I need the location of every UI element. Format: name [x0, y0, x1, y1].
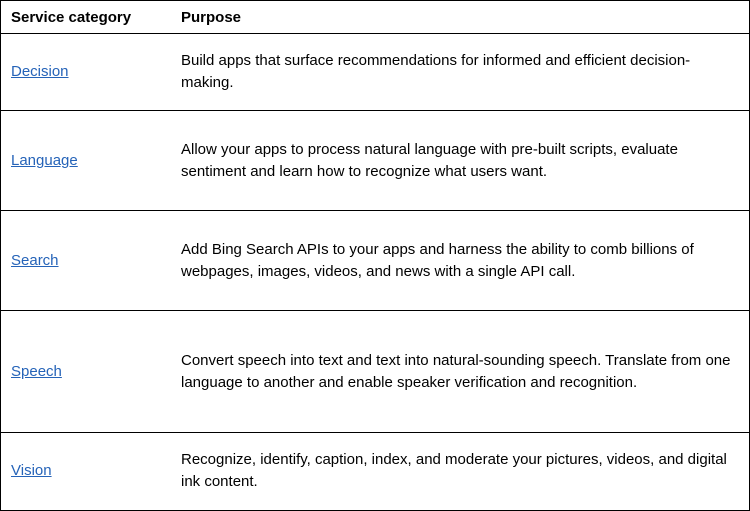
table-row-language — [1, 111, 749, 211]
category-link-decision[interactable]: Decision — [11, 63, 69, 80]
table-row-speech — [1, 311, 749, 433]
category-cell — [1, 111, 171, 211]
services-table — [1, 1, 749, 509]
table-row-search — [1, 211, 749, 311]
category-link-speech[interactable]: Speech — [11, 362, 62, 380]
purpose-cell-vision: Recognize, identify, caption, index, and moderate your pictures, videos, and digital ink content. — [181, 451, 727, 490]
category-link-search[interactable]: Search — [11, 251, 59, 269]
table-row-vision — [1, 433, 749, 510]
category-cell — [1, 211, 171, 311]
purpose-cell-decision: Build apps that surface recommendations for informed and efficient decision-making. — [171, 34, 749, 111]
table-header-row — [1, 1, 749, 34]
category-link-language[interactable]: Language — [11, 151, 78, 169]
category-cell — [1, 34, 171, 111]
purpose-cell-speech: Convert speech into text and text into natural-sounding speech. Translate from one language to another and enable speaker verification and recognition. — [171, 311, 749, 433]
purpose-cell-search: Add Bing Search APIs to your apps and harness the ability to comb billions of webpages, images, videos, and news with a single API call. — [171, 211, 749, 311]
category-cell — [1, 311, 171, 433]
table-row-decision — [1, 34, 749, 111]
category-cell — [1, 433, 171, 510]
header-purpose: Purpose — [171, 1, 749, 34]
purpose-cell-language: Allow your apps to process natural language with pre-built scripts, evaluate sentiment and learn how to recognize what users want. — [171, 111, 749, 211]
header-service-category: Service category — [1, 1, 171, 34]
category-link-vision[interactable]: Vision — [11, 462, 52, 479]
